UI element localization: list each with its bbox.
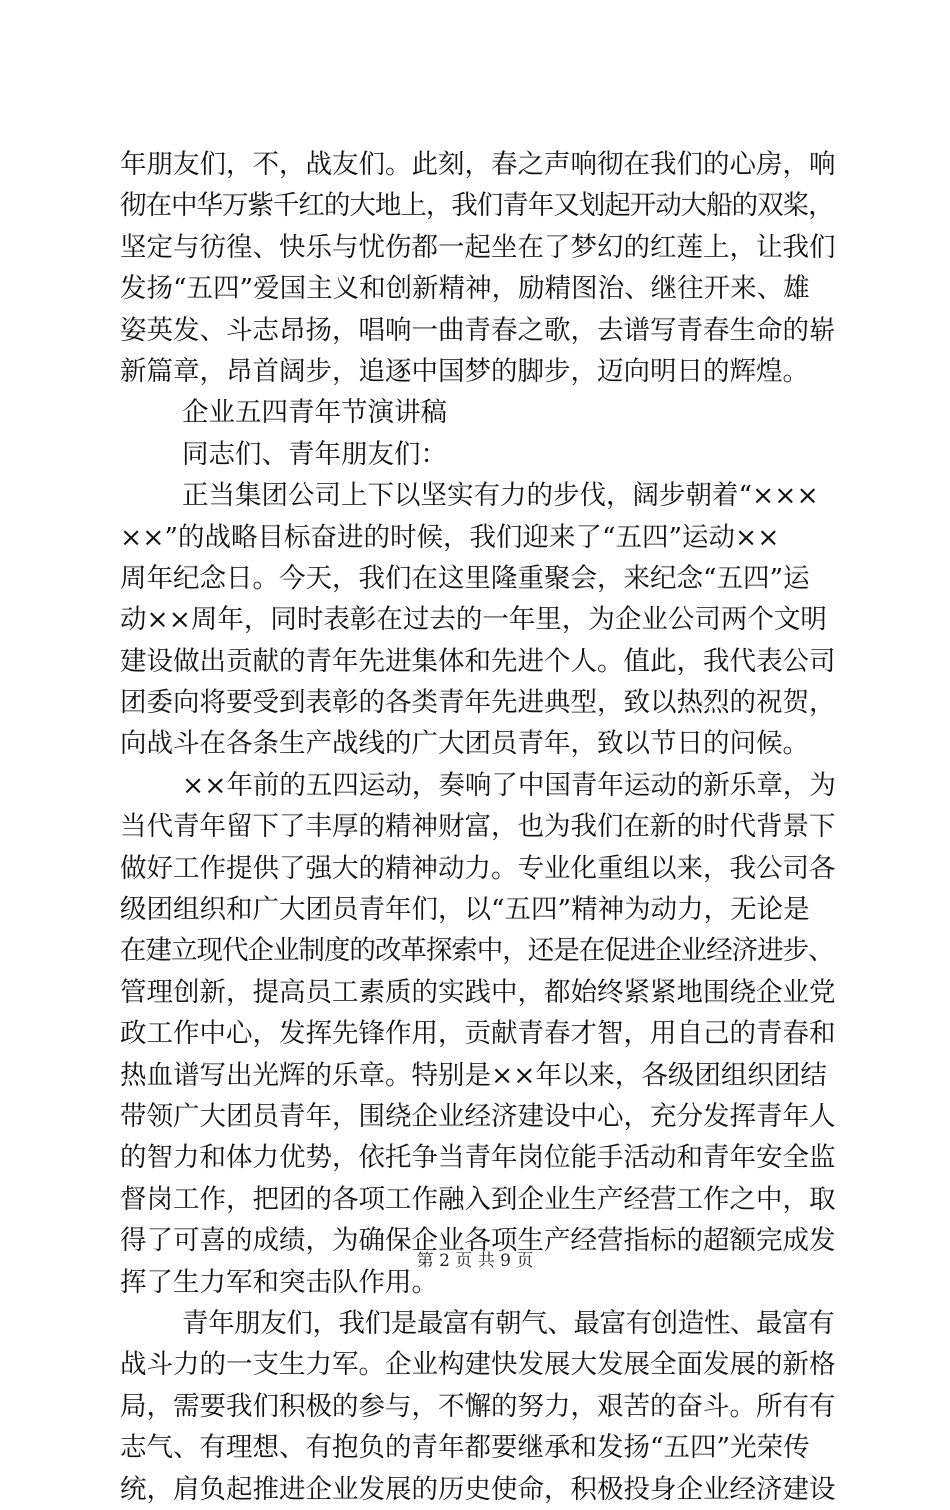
text-line: 管理创新，提高员工素质的实践中，都始终紧紧地围绕企业党 — [120, 976, 836, 1008]
text-line: 在建立现代企业制度的改革探索中，还是在促进企业经济进步、 — [120, 935, 834, 967]
text-line: 志气、有理想、有抱负的青年都要继承和发扬“五四”光荣传 — [120, 1432, 810, 1464]
text-line: ××年前的五四运动，奏响了中国青年运动的新乐章，为 — [182, 769, 836, 801]
text-line: 统，肩负起推进企业发展的历史使命，积极投身企业经济建设 — [120, 1473, 836, 1505]
text-line: 得了可喜的成绩，为确保企业各项生产经营指标的超额完成发 — [120, 1225, 836, 1257]
text-line: ××”的战略目标奋进的时候，我们迎来了“五四”运动×× — [120, 521, 780, 553]
text-line: 向战斗在各条生产战线的广大团员青年，致以节日的问候。 — [120, 728, 809, 760]
text-line: 热血谱写出光辉的乐章。特别是××年以来，各级团组织团结 — [120, 1059, 827, 1091]
page-footer: 第 2 页 共 9 页 — [416, 1251, 534, 1271]
text-line: 带领广大团员青年，围绕企业经济建设中心，充分发挥青年人 — [120, 1100, 836, 1132]
text-line: 挥了生力军和突击队作用。 — [120, 1266, 438, 1298]
text-line: 正当集团公司上下以坚实有力的步伐，阔步朝着“××× — [182, 480, 819, 512]
text-line: 同志们、青年朋友们： — [182, 438, 447, 470]
text-line: 督岗工作，把团的各项工作融入到企业生产经营工作之中，取 — [120, 1183, 836, 1215]
text-line: 团委向将要受到表彰的各类青年先进典型，致以热烈的祝贺， — [120, 687, 836, 719]
text-line: 动××周年，同时表彰在过去的一年里，为企业公司两个文明 — [120, 604, 827, 636]
text-line: 的智力和体力优势，依托争当青年岗位能手活动和青年安全监 — [120, 1142, 836, 1174]
text-line: 建设做出贡献的青年先进集体和先进个人。值此，我代表公司 — [120, 645, 836, 677]
text-line: 战斗力的一支生力军。企业构建快发展大发展全面发展的新格 — [120, 1349, 836, 1381]
text-line: 政工作中心，发挥先锋作用，贡献青春才智，用自己的青春和 — [120, 1018, 836, 1050]
text-line: 彻在中华万紫千红的大地上，我们青年又划起开动大船的双桨， — [120, 190, 834, 222]
text-line: 发扬“五四”爱国主义和创新精神，励精图治、继往开来、雄 — [120, 273, 810, 305]
text-line: 局，需要我们积极的参与，不懈的努力，艰苦的奋斗。所有有 — [120, 1390, 836, 1422]
text-line: 青年朋友们，我们是最富有朝气、最富有创造性、最富有 — [182, 1307, 835, 1339]
text-line: 企业五四青年节演讲稿 — [182, 397, 447, 429]
text-line: 姿英发、斗志昂扬，唱响一曲青春之歌，去谱写青春生命的崭 — [120, 314, 836, 346]
text-line: 做好工作提供了强大的精神动力。专业化重组以来，我公司各 — [120, 852, 836, 884]
document-body — [120, 144, 840, 1510]
text-line: 新篇章，昂首阔步，追逐中国梦的脚步，迈向明日的辉煌。 — [120, 355, 809, 387]
text-line: 坚定与彷徨、快乐与忧伤都一起坐在了梦幻的红莲上，让我们 — [120, 231, 836, 263]
text-line: 年朋友们，不，战友们。此刻，春之声响彻在我们的心房，响 — [120, 149, 836, 180]
text-line: 周年纪念日。今天，我们在这里隆重聚会，来纪念“五四”运 — [120, 562, 810, 594]
text-line: 当代青年留下了丰厚的精神财富，也为我们在新的时代背景下 — [120, 811, 836, 843]
text-line: 级团组织和广大团员青年们，以“五四”精神为动力，无论是 — [120, 894, 810, 926]
